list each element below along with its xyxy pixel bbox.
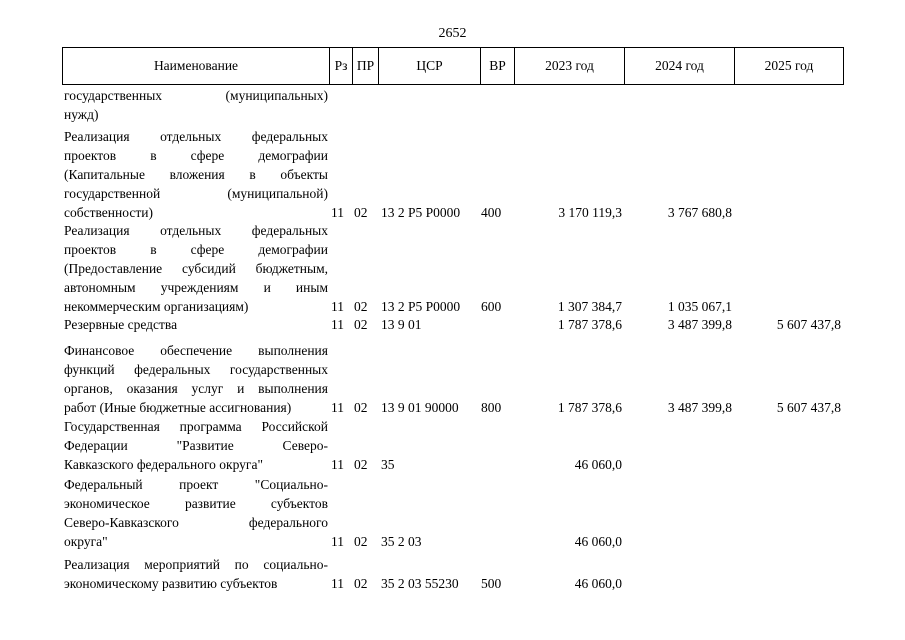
cell-y2023: 1 307 384,7 xyxy=(557,299,622,314)
cell-csr: 13 2 P5 P0000 xyxy=(381,205,461,220)
row-name-line: проектов в сфере демографии xyxy=(64,242,328,257)
header-rz: Рз xyxy=(330,48,353,84)
row-name-line: экономическому развитию субъектов xyxy=(64,576,278,591)
cell-rz: 11 xyxy=(331,400,344,415)
row-name-line: Северо-Кавказского федерального xyxy=(64,515,328,530)
cell-rz: 11 xyxy=(331,205,344,220)
cell-csr: 13 2 P5 P0000 xyxy=(381,299,461,314)
row-name-line: государственных (муниципальных) xyxy=(64,88,328,103)
row-name-line: работ (Иные бюджетные ассигнования) xyxy=(64,400,292,415)
table-header xyxy=(62,47,844,85)
row-name xyxy=(64,127,328,222)
row-name xyxy=(64,555,328,593)
cell-vr: 600 xyxy=(481,299,502,314)
cell-pr: 02 xyxy=(354,317,368,332)
header-2023: 2023 год xyxy=(515,48,625,84)
cell-pr: 02 xyxy=(354,205,368,220)
row-name-line: Государственная программа Российской xyxy=(64,419,328,434)
row-name-line: проектов в сфере демографии xyxy=(64,148,328,163)
cell-rz: 11 xyxy=(331,317,344,332)
cell-y2024: 1 035 067,1 xyxy=(667,299,732,314)
cell-y2024: 3 767 680,8 xyxy=(667,205,732,220)
row-name-line: (Предоставление субсидий бюджетным, xyxy=(64,261,328,276)
cell-csr: 13 9 01 xyxy=(381,317,422,332)
cell-rz: 11 xyxy=(331,534,344,549)
header-2025: 2025 год xyxy=(764,58,814,73)
row-name-line: Федеральный проект "Социально- xyxy=(64,477,328,492)
row-name-line: Реализация отдельных федеральных xyxy=(64,129,328,144)
row-name xyxy=(64,86,328,124)
cell-y2023: 1 787 378,6 xyxy=(557,400,622,415)
cell-pr: 02 xyxy=(354,457,368,472)
row-name-line: Кавказского федерального округа" xyxy=(64,457,263,472)
cell-y2025: 5 607 437,8 xyxy=(776,317,841,332)
cell-y2023: 3 170 119,3 xyxy=(558,205,622,220)
row-name-line: экономическое развитие субъектов xyxy=(64,496,328,511)
page-number: 2652 xyxy=(438,26,467,41)
row-name-line: Федерации "Развитие Северо- xyxy=(64,438,328,453)
cell-rz: 11 xyxy=(331,299,344,314)
cell-y2024: 3 487 399,8 xyxy=(667,317,732,332)
row-name-line: Резервные средства xyxy=(64,317,178,332)
header-pr: ПР xyxy=(353,48,379,84)
row-name-line: (Капитальные вложения в объекты xyxy=(64,167,328,182)
cell-pr: 02 xyxy=(354,576,368,591)
header-csr: ЦСР xyxy=(379,48,481,84)
row-name-line: округа" xyxy=(64,534,108,549)
cell-csr: 35 2 03 xyxy=(381,534,422,549)
row-name-line: некоммерческим организациям) xyxy=(64,299,249,314)
row-name-line: государственной (муниципальной) xyxy=(64,186,328,201)
cell-y2024: 3 487 399,8 xyxy=(667,400,732,415)
cell-csr: 35 2 03 55230 xyxy=(381,576,459,591)
cell-vr: 800 xyxy=(481,400,502,415)
row-name-line: нужд) xyxy=(64,107,99,122)
row-name xyxy=(64,475,328,551)
cell-csr: 35 xyxy=(381,457,395,472)
cell-y2023: 46 060,0 xyxy=(574,534,622,549)
header-name: Наименование xyxy=(63,48,330,84)
row-name xyxy=(64,315,328,334)
header-vr: ВР xyxy=(481,48,515,84)
row-name-line: органов, оказания услуг и выполнения xyxy=(64,381,328,396)
cell-vr: 500 xyxy=(481,576,502,591)
row-name-line: собственности) xyxy=(64,205,153,220)
cell-y2023: 46 060,0 xyxy=(574,457,622,472)
cell-y2023: 46 060,0 xyxy=(574,576,622,591)
cell-rz: 11 xyxy=(331,457,344,472)
row-name-line: Реализация отдельных федеральных xyxy=(64,223,328,238)
cell-pr: 02 xyxy=(354,534,368,549)
cell-rz: 11 xyxy=(331,576,344,591)
cell-y2023: 1 787 378,6 xyxy=(557,317,622,332)
row-name xyxy=(64,221,328,316)
row-name xyxy=(64,417,328,474)
row-name-line: функций федеральных государственных xyxy=(64,362,328,377)
row-name-line: Реализация мероприятий по социально- xyxy=(64,557,328,572)
row-name xyxy=(64,341,328,417)
cell-pr: 02 xyxy=(354,299,368,314)
cell-pr: 02 xyxy=(354,400,368,415)
cell-csr: 13 9 01 90000 xyxy=(381,400,459,415)
row-name-line: Финансовое обеспечение выполнения xyxy=(64,343,328,358)
cell-vr: 400 xyxy=(481,205,502,220)
header-2024: 2024 год xyxy=(625,48,735,84)
row-name-line: автономным учреждениям и иным xyxy=(64,280,328,295)
cell-y2025: 5 607 437,8 xyxy=(776,400,841,415)
